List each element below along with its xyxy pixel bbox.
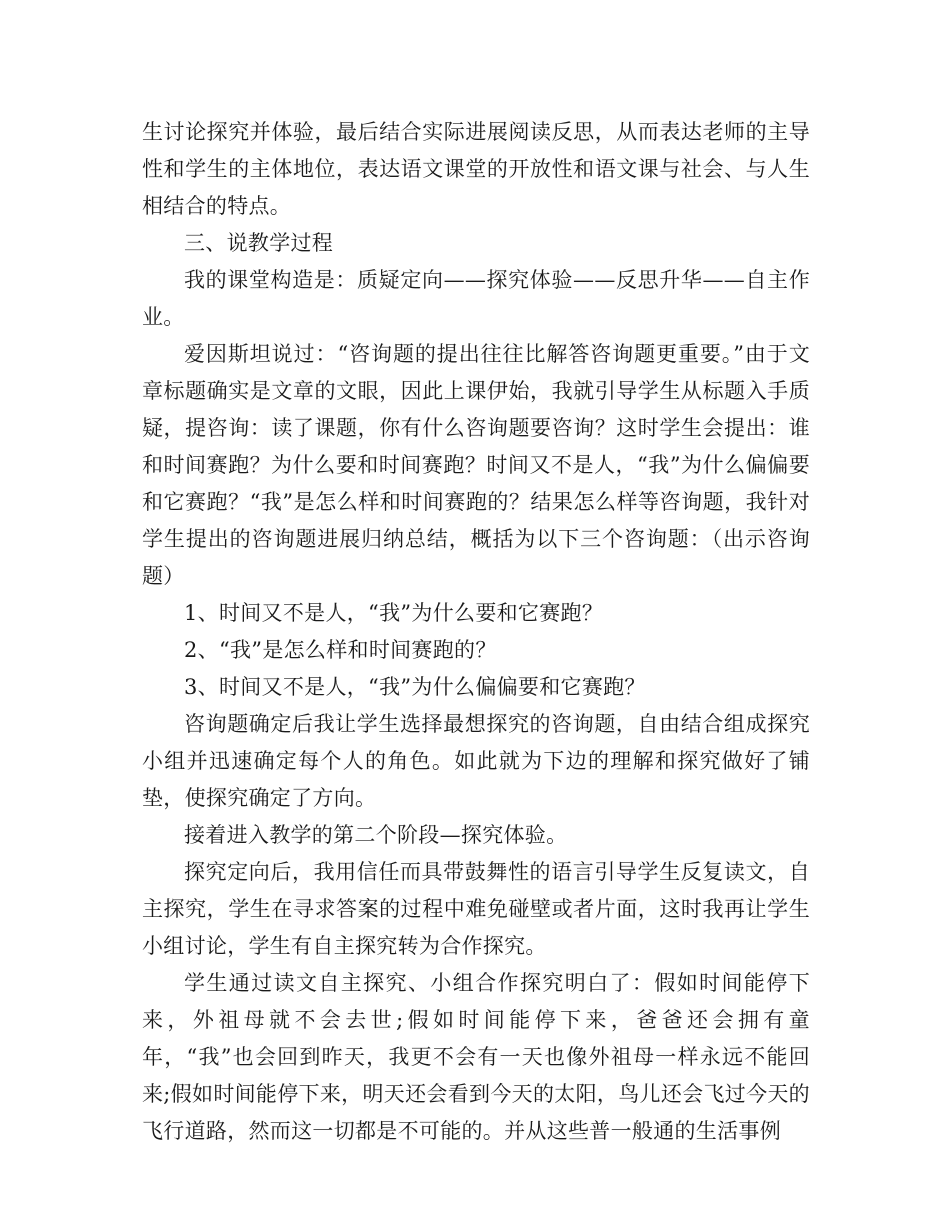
section-heading: 三、说教学过程 — [184, 231, 334, 255]
paragraph-inquiry-guidance: 探究定向后，我用信任而具带鼓舞性的语言引导学生反复读文，自主探究，学生在寻求答案的过程中难免碰壁或者片面，这时我再让学生小组讨论，学生有自主探究转为合作探究。 — [142, 860, 810, 958]
question-item-3: 3、时间又不是人，“我”为什么偏偏要和它赛跑？ — [184, 675, 646, 699]
paragraph-second-stage: 接着进入教学的第二个阶段—探究体验。 — [184, 823, 568, 847]
paragraph-group-formation: 咨询题确定后我让学生选择最想探究的咨询题，自由结合组成探究小组并迅速确定每个人的角色。如此就为下边的理解和探究做好了铺垫，使探究确定了方向。 — [142, 712, 810, 810]
paragraph-continued: 生讨论探究并体验，最后结合实际进展阅读反思，从而表达老师的主导性和学生的主体地位，表达语文课堂的开放性和语文课与社会、与人生相结合的特点。 — [142, 120, 810, 218]
question-item-2: 2、“我”是怎么样和时间赛跑的？ — [184, 638, 497, 662]
document-body — [142, 114, 810, 1150]
paragraph-structure: 我的课堂构造是：质疑定向——探究体验——反思升华——自主作业。 — [142, 268, 810, 329]
paragraph-einstein-quote: 爱因斯坦说过：“咨询题的提出往往比解答咨询题更重要。”由于文章标题确实是文章的文眼，因此上课伊始，我就引导学生从标题入手质疑，提咨询：读了课题，你有什么咨询题要咨询？这时学生会提出：谁和时间赛跑？为什么要和时间赛跑？时间又不是人，“我”为什么偏偏要和它赛跑？“我”是怎么样和时间赛跑的？结果怎么样等咨询题，我针对学生提出的咨询题进展归纳总结，概括为以下三个咨询题：（出示咨询题） — [142, 342, 810, 588]
paragraph-inquiry-results: 学生通过读文自主探究、小组合作探究明白了：假如时间能停下来，外祖母就不会去世;假如时间能停下来，爸爸还会拥有童年，“我”也会回到昨天，我更不会有一天也像外祖母一样永远不能回来;假如时间能停下来，明天还会看到今天的太阳，鸟儿还会飞过今天的飞行道路，然而这一切都是不可能的。并从这些普一般通的生活事例 — [142, 971, 810, 1143]
question-item-1: 1、时间又不是人，“我”为什么要和它赛跑？ — [184, 601, 604, 625]
